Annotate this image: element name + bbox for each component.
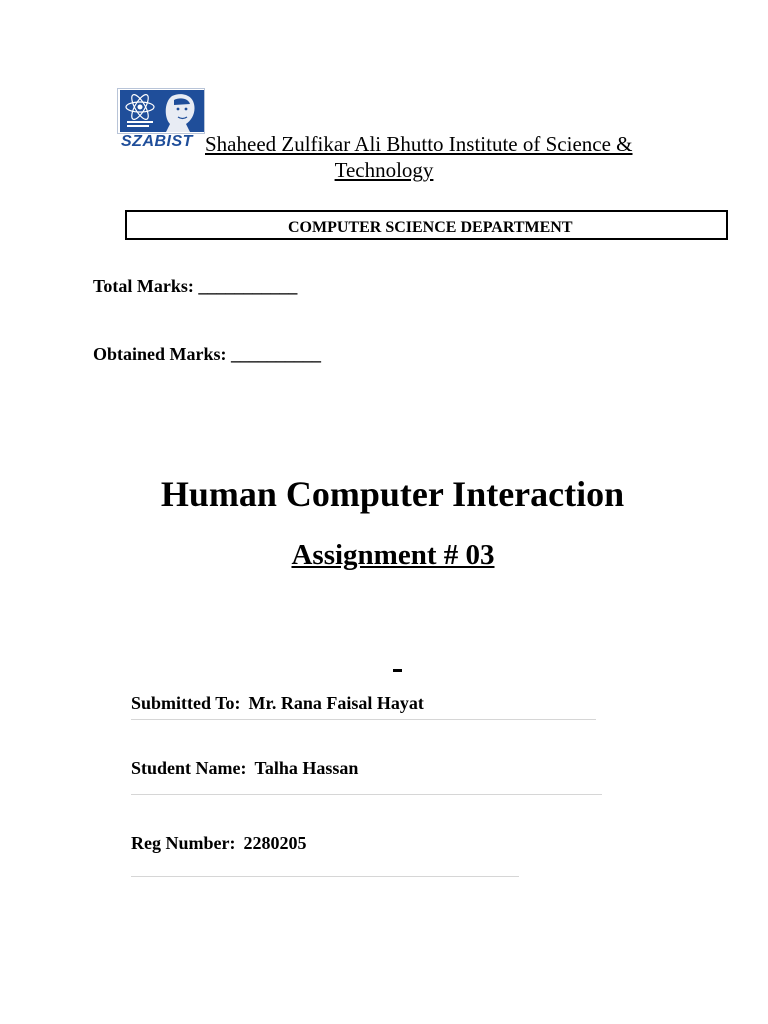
total-marks-label: Total Marks:	[93, 276, 194, 296]
reg-number-label: Reg Number:	[131, 833, 236, 853]
dash-mark	[393, 669, 402, 672]
szabist-logo	[117, 88, 205, 150]
student-name-label: Student Name:	[131, 758, 247, 778]
divider-line	[131, 719, 596, 720]
divider-line	[131, 794, 602, 795]
total-marks	[93, 275, 297, 297]
student-name	[131, 757, 358, 779]
institute-name-line-1: Shaheed Zulfikar Ali Bhutto Institute of Science &	[205, 132, 633, 156]
obtained-marks-label: Obtained Marks:	[93, 344, 227, 364]
institute-name-line-2-wrapper	[0, 157, 768, 183]
assignment-title: Assignment # 03	[291, 539, 495, 571]
institute-name-line-2: Technology	[334, 158, 434, 182]
divider-line	[131, 876, 519, 877]
course-title: Human Computer Interaction	[160, 474, 625, 514]
total-marks-blank: ___________	[198, 276, 298, 296]
obtained-marks	[93, 343, 321, 365]
reg-number	[131, 832, 306, 854]
reg-number-value: 2280205	[243, 833, 307, 853]
obtained-marks-blank: __________	[231, 344, 322, 364]
assignment-title-wrapper	[0, 537, 768, 573]
submitted-to-label: Submitted To:	[131, 693, 241, 713]
student-name-value: Talha Hassan	[254, 758, 359, 778]
logo-wordmark: SZABIST	[121, 133, 193, 150]
submitted-to-value: Mr. Rana Faisal Hayat	[248, 693, 424, 713]
submitted-to	[131, 692, 424, 714]
department-name: COMPUTER SCIENCE DEPARTMENT	[288, 219, 573, 236]
szabist-logo-icon	[120, 90, 204, 132]
